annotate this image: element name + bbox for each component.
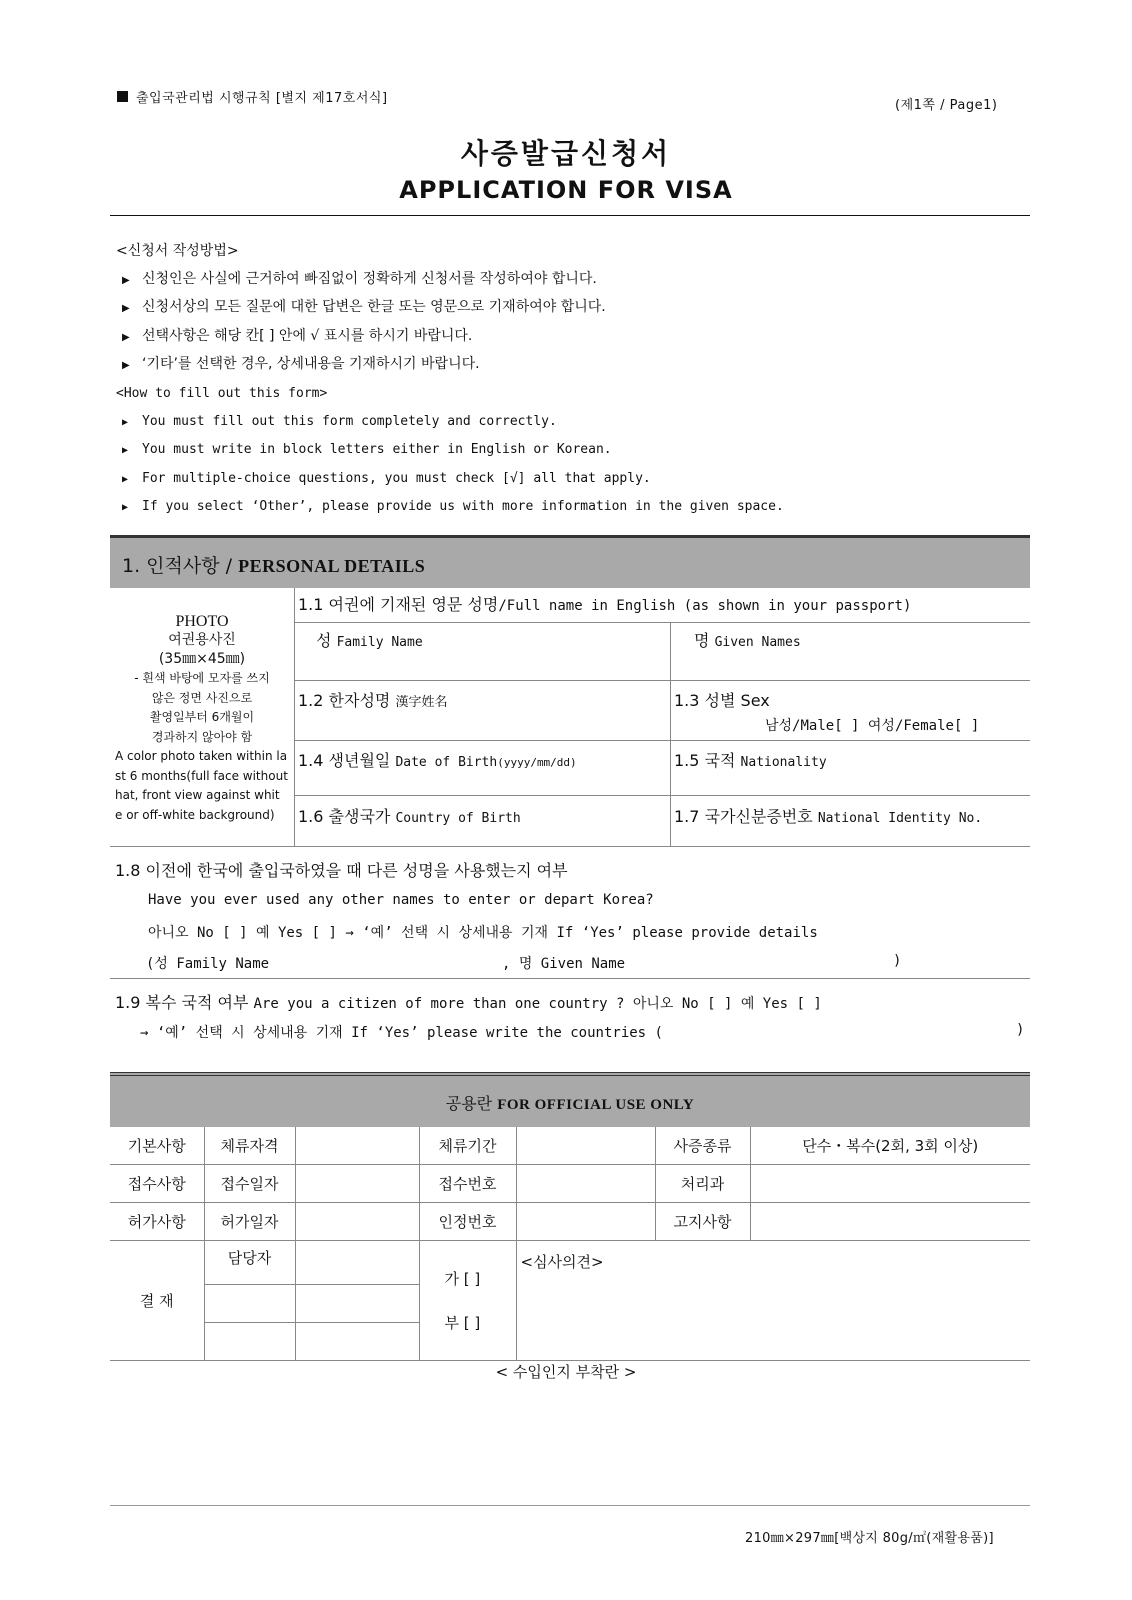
photo-note-en-3: hat, front view against whit: [115, 788, 280, 802]
field-family-name[interactable]: 성 Family Name: [316, 631, 423, 650]
grid-line: [110, 846, 1030, 847]
triangle-bullet-icon: ▶: [122, 445, 129, 457]
photo-box[interactable]: [110, 612, 294, 825]
approve-no-checkbox[interactable]: 부 [ ]: [444, 1313, 481, 1332]
sex-checkboxes[interactable]: 남성/Male[ ] 여성/Female[ ]: [765, 718, 980, 734]
instruction-ko-1: ▶ 신청인은 사실에 근거하여 빠짐없이 정확하게 신청서를 작성하여야 합니다.: [116, 266, 784, 295]
grid-line: [294, 740, 1030, 741]
notice-input-cell[interactable]: [750, 1203, 1030, 1241]
field-chinese-name[interactable]: 1.2 한자성명 漢字姓名: [298, 691, 448, 710]
title-divider: [110, 215, 1030, 216]
grid-line: [670, 622, 671, 846]
manager-label: 담당자: [204, 1241, 295, 1285]
table-row: [110, 1203, 1030, 1241]
signature-cell[interactable]: [204, 1323, 295, 1361]
department-input-cell[interactable]: [750, 1165, 1030, 1203]
photo-note-ko-2: 않은 정면 사진으로: [151, 690, 253, 705]
title-korean: 사증발급신청서: [460, 137, 672, 170]
permit-date-input-cell[interactable]: [295, 1203, 419, 1241]
question-other-names: 1.8 이전에 한국에 출입국하였을 때 다른 성명을 사용했는지 여부: [115, 861, 568, 880]
triangle-bullet-icon: ▶: [122, 274, 130, 286]
field-nationality[interactable]: 1.5 국적 Nationality: [674, 751, 827, 770]
other-family-name-field[interactable]: (성 Family Name: [146, 956, 270, 972]
regulation-text: 출입국관리법 시행규칙 [별지 제17호서식]: [136, 91, 388, 106]
other-names-options[interactable]: 아니오 No [ ] 예 Yes [ ] → ‘예’ 선택 시 상세내용 기재 If ‘Yes’ please provide details: [148, 925, 818, 941]
triangle-bullet-icon: ▶: [122, 416, 129, 428]
official-use-title: 공용란 FOR OFFICIAL USE ONLY: [445, 1094, 695, 1113]
triangle-bullet-icon: ▶: [122, 502, 129, 514]
approve-yes-checkbox[interactable]: 가 [ ]: [444, 1269, 481, 1288]
photo-ko-label: 여권용사진: [168, 632, 236, 648]
visa-type-cell[interactable]: 단수・복수(2회, 3회 이상): [750, 1127, 1030, 1165]
field-sex-label: 1.3 성별 Sex: [674, 691, 770, 710]
photo-note-en-4: e or off-white background): [115, 807, 275, 822]
instruction-ko-4: ▶ ‘기타’를 선택한 경우, 상세내용을 기재하시기 바랍니다.: [116, 351, 784, 380]
status-input-cell[interactable]: [295, 1127, 419, 1165]
question-other-names-en: Have you ever used any other names to enter or depart Korea?: [148, 892, 654, 908]
table-cell: 접수사항: [110, 1165, 204, 1203]
signature-cell[interactable]: [295, 1285, 419, 1323]
period-input-cell[interactable]: [516, 1127, 655, 1165]
photo-note-ko-1: - 흰색 바탕에 모자를 쓰지: [134, 671, 270, 685]
photo-note-en-1: A color photo taken within la: [115, 749, 288, 763]
table-cell: 처리과: [655, 1165, 750, 1203]
table-cell: 사증종류: [655, 1127, 750, 1165]
review-opinion-label: <심사의견>: [520, 1253, 604, 1271]
table-cell: 기본사항: [110, 1127, 204, 1165]
photo-note-en-2: st 6 months(full face without: [115, 768, 288, 783]
signature-cell[interactable]: [295, 1323, 419, 1361]
table-cell: 허가사항: [110, 1203, 204, 1241]
grid-line: [294, 680, 1030, 681]
signature-cell[interactable]: [204, 1285, 295, 1323]
photo-note-ko-3: 촬영일부터 6개월이: [149, 710, 255, 724]
revenue-stamp-note: < 수입인지 부착란 >: [495, 1363, 637, 1381]
table-cell: 접수번호: [419, 1165, 516, 1203]
table-cell: 인정번호: [419, 1203, 516, 1241]
grid-line: [294, 622, 1030, 623]
instruction-en-4: ▶ If you select ‘Other’, please provide us with more information in the given space.: [116, 493, 784, 522]
footer-divider: [110, 1505, 1030, 1506]
grid-line: [110, 978, 1030, 979]
photo-title: PHOTO: [175, 613, 229, 630]
triangle-bullet-icon: ▶: [122, 303, 130, 315]
paper-spec: 210㎜×297㎜[백상지 80g/㎡(재활용품)]: [745, 1531, 994, 1546]
table-cell: 허가일자: [204, 1203, 295, 1241]
table-row: [110, 1127, 1030, 1165]
table-cell: 체류기간: [419, 1127, 516, 1165]
instructions: [116, 238, 784, 522]
instruction-ko-3: ▶ 선택사항은 해당 칸[ ] 안에 √ 표시를 하시기 바랍니다.: [116, 323, 784, 352]
section-title: 1. 인적사항 / PERSONAL DETAILS: [122, 555, 426, 577]
square-bullet-icon: [117, 91, 128, 102]
instruction-en-2: ▶ You must write in block letters either in English or Korean.: [116, 436, 784, 465]
field-full-name-label: 1.1 여권에 기재된 영문 성명/Full name in English (as shown in your passport): [298, 595, 912, 614]
approval-label: 결 재: [110, 1241, 204, 1361]
signature-cell[interactable]: [295, 1241, 419, 1285]
regulation-header: [117, 87, 388, 106]
triangle-bullet-icon: ▶: [122, 331, 130, 343]
dual-citizenship-close: ): [1016, 1022, 1025, 1038]
section-personal-details-header: [110, 535, 1030, 588]
field-national-id[interactable]: 1.7 국가신분증번호 National Identity No.: [674, 807, 983, 826]
table-row: [110, 1241, 1030, 1285]
table-cell: 고지사항: [655, 1203, 750, 1241]
receipt-number-input-cell[interactable]: [516, 1165, 655, 1203]
review-opinion-field[interactable]: [516, 1241, 1030, 1361]
approval-checkboxes[interactable]: [419, 1241, 516, 1361]
field-country-of-birth[interactable]: 1.6 출생국가 Country of Birth: [298, 807, 521, 826]
photo-divider: [294, 588, 295, 846]
triangle-bullet-icon: ▶: [122, 473, 129, 485]
dual-citizenship-countries-field[interactable]: → ‘예’ 선택 시 상세내용 기재 If ‘Yes’ please write the countries (: [140, 1025, 663, 1041]
photo-size: (35㎜×45㎜): [158, 651, 246, 667]
approval-number-input-cell[interactable]: [516, 1203, 655, 1241]
other-names-close: ): [893, 953, 902, 969]
instruction-en-3: ▶ For multiple-choice questions, you must check [√] all that apply.: [116, 465, 784, 494]
title-english: APPLICATION FOR VISA: [399, 176, 733, 204]
page-number: (제1쪽 / Page1): [895, 98, 998, 113]
instruction-ko-2: ▶ 신청서상의 모든 질문에 대한 답변은 한글 또는 영문으로 기재하여야 합니다.: [116, 294, 784, 323]
instruction-en-1: ▶ You must fill out this form completely and correctly.: [116, 408, 784, 437]
field-given-names[interactable]: 명 Given Names: [694, 631, 801, 650]
table-row: [110, 1165, 1030, 1203]
receipt-date-input-cell[interactable]: [295, 1165, 419, 1203]
instructions-ko-heading: <신청서 작성방법>: [116, 243, 239, 259]
photo-note-ko-4: 경과하지 않아야 함: [151, 729, 253, 744]
question-dual-citizenship[interactable]: 1.9 복수 국적 여부 Are you a citizen of more than one country ? 아니오 No [ ] 예 Yes [ ]: [115, 993, 822, 1012]
official-use-header: [110, 1072, 1030, 1127]
table-cell: 체류자격: [204, 1127, 295, 1165]
field-date-of-birth[interactable]: 1.4 생년월일 Date of Birth(yyyy/mm/dd): [298, 751, 577, 770]
triangle-bullet-icon: ▶: [122, 360, 130, 372]
grid-line: [294, 795, 1030, 796]
instructions-en-heading: <How to fill out this form>: [116, 385, 328, 401]
official-use-table: [110, 1127, 1030, 1361]
other-given-name-field[interactable]: , 명 Given Name: [502, 956, 626, 972]
table-cell: 접수일자: [204, 1165, 295, 1203]
